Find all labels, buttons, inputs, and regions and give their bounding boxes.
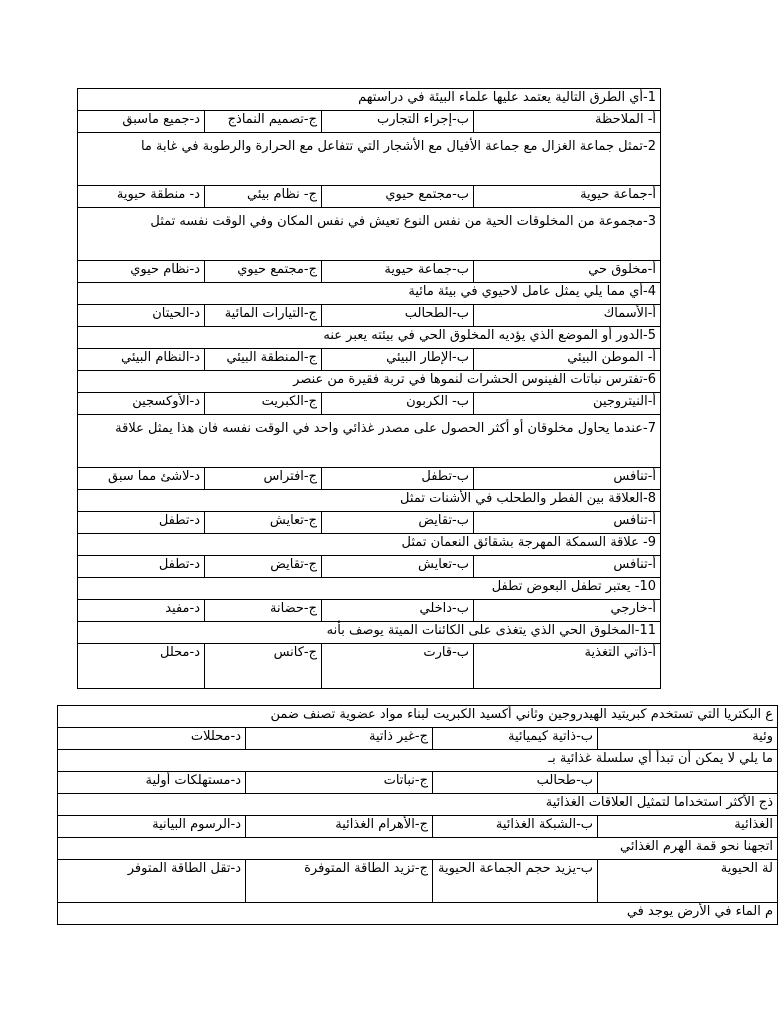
question-text: 5-الدور أو الموضع الذي يؤديه المخلوق الحي في بيئته يعبر عنه — [78, 327, 661, 349]
option-cell: أ-جماعة حيوية — [474, 186, 661, 208]
option-cell: ج- نظام بيئي — [205, 186, 322, 208]
options-row — [78, 261, 661, 283]
option-cell: ج-تصميم النماذج — [205, 111, 322, 133]
question-row — [58, 903, 778, 925]
option-cell: د-لاشئ مما سبق — [78, 468, 205, 490]
option-cell: أ- الملاحظة — [474, 111, 661, 133]
option-cell: ب-جماعة حيوية — [322, 261, 474, 283]
option-cell: لة الحيوية — [598, 860, 778, 903]
option-cell: د-الرسوم البيانية — [58, 816, 246, 838]
question-text: 7-عندما يحاول مخلوقان أو أكثر الحصول على مصدر غذائي واحد في الوقت نفسه فان هذا يمثل علاقة — [78, 415, 661, 468]
option-cell: أ-خارجي — [474, 600, 661, 622]
option-cell: ب- الكربون — [322, 393, 474, 415]
options-row — [78, 556, 661, 578]
option-cell: د-الحيتان — [78, 305, 205, 327]
question-row — [78, 490, 661, 512]
question-row — [78, 327, 661, 349]
option-cell: ج-غير ذاتية — [246, 728, 433, 750]
option-cell: ب-تقايض — [322, 512, 474, 534]
options-row — [58, 816, 778, 838]
option-cell: ب-الطحالب — [322, 305, 474, 327]
option-cell: ج-تزيد الطاقة المتوفرة — [246, 860, 433, 903]
option-cell: ب-تطفل — [322, 468, 474, 490]
option-cell: د-الأوكسجين — [78, 393, 205, 415]
options-row — [78, 186, 661, 208]
option-cell: د-نظام حيوي — [78, 261, 205, 283]
option-cell: الغذائية — [598, 816, 778, 838]
question-text: 10- يعتبر تطفل البعوض تطفل — [78, 578, 661, 600]
option-cell: أ-مخلوق حي — [474, 261, 661, 283]
question-text: 9- علاقة السمكة المهرجة بشقائق النعمان تمثل — [78, 534, 661, 556]
options-row — [78, 305, 661, 327]
option-cell: أ-الأسماك — [474, 305, 661, 327]
question-text: 3-مجموعة من المخلوقات الحية من نفس النوع تعيش في نفس المكان وفي الوقت نفسه تمثل — [78, 208, 661, 261]
option-cell: ب-مجتمع حيوي — [322, 186, 474, 208]
option-cell: د-محلل — [78, 644, 205, 689]
option-cell: ج-افتراس — [205, 468, 322, 490]
option-cell: ج-التيارات المائية — [205, 305, 322, 327]
option-cell: د-تقل الطاقة المتوفر — [58, 860, 246, 903]
question-text: 2-تمثل جماعة الغزال مع جماعة الأفيال مع الأشجار التي تتفاعل مع الحرارة والرطوبة في غابة ما — [78, 133, 661, 186]
question-row — [78, 283, 661, 305]
options-row — [78, 600, 661, 622]
question-row — [58, 838, 778, 860]
question-row — [78, 133, 661, 186]
question-row — [78, 622, 661, 644]
question-text: ع البكتريا التي تستخدم كبريتيد الهيدروجين وثاني أكسيد الكبريت لبناء مواد عضوية تصنف ضمن — [58, 706, 778, 728]
question-row — [78, 578, 661, 600]
options-row — [78, 393, 661, 415]
options-row — [78, 111, 661, 133]
option-cell: ج-المنطقة البيئي — [205, 349, 322, 371]
option-cell: ب-ذاتية كيميائية — [433, 728, 598, 750]
option-cell: ب-الشبكة الغذائية — [433, 816, 598, 838]
option-cell: ج-الكبريت — [205, 393, 322, 415]
option-cell: د-تطفل — [78, 512, 205, 534]
option-cell: ب-طحالب — [433, 772, 598, 794]
option-cell: ب-إجراء التجارب — [322, 111, 474, 133]
question-row — [58, 794, 778, 816]
option-cell — [598, 772, 778, 794]
option-cell: ج-نباتات — [246, 772, 433, 794]
question-text: 1-أي الطرق التالية يعتمد عليها علماء البيئة في دراستهم — [78, 89, 661, 111]
option-cell: د-جميع ماسبق — [78, 111, 205, 133]
question-row — [78, 415, 661, 468]
options-row — [58, 772, 778, 794]
option-cell: د- منطقة حيوية — [78, 186, 205, 208]
question-row — [78, 89, 661, 111]
question-text: م الماء في الأرض يوجد في — [58, 903, 778, 925]
question-text: 4-أي مما يلي يمثل عامل لاحيوي في بيئة مائية — [78, 283, 661, 305]
question-row — [78, 534, 661, 556]
question-text: 11-المخلوق الحي الذي يتغذى على الكائنات الميتة يوصف بأنه — [78, 622, 661, 644]
question-text: 6-تفترس نباتات الفينوس الحشرات لنموها في تربة فقيرة من عنصر — [78, 371, 661, 393]
option-cell: ب-تعايش — [322, 556, 474, 578]
option-cell: أ-ذاتي التغذية — [474, 644, 661, 689]
option-cell: وئية — [598, 728, 778, 750]
question-text: 8-العلاقة بين الفطر والطحلب في الأشنات تمثل — [78, 490, 661, 512]
option-cell: ج-مجتمع حيوي — [205, 261, 322, 283]
option-cell: د-محللات — [58, 728, 246, 750]
option-cell: أ-تنافس — [474, 556, 661, 578]
question-row — [78, 208, 661, 261]
option-cell: ج-تقايض — [205, 556, 322, 578]
question-row — [78, 371, 661, 393]
options-row — [58, 728, 778, 750]
options-row — [78, 468, 661, 490]
option-cell: ج-تعايش — [205, 512, 322, 534]
question-row — [58, 750, 778, 772]
option-cell: أ-تنافس — [474, 512, 661, 534]
option-cell: أ- الموطن البيئي — [474, 349, 661, 371]
option-cell: ج-حضانة — [205, 600, 322, 622]
question-text: اتجهنا نحو قمة الهرم الغذائي — [58, 838, 778, 860]
options-row — [78, 644, 661, 689]
question-row — [58, 706, 778, 728]
question-text: ذج الأكثر استخداما لتمثيل العلاقات الغذائية — [58, 794, 778, 816]
option-cell: ب-يزيد حجم الجماعة الحيوية — [433, 860, 598, 903]
questions-table-2 — [57, 705, 778, 925]
options-row — [78, 512, 661, 534]
option-cell: ب-داخلي — [322, 600, 474, 622]
option-cell: د-مستهلكات أولية — [58, 772, 246, 794]
question-text: ما يلي لا يمكن أن تبدأ أي سلسلة غذائية بـ — [58, 750, 778, 772]
questions-table-1 — [77, 88, 661, 689]
option-cell: ج-كانس — [205, 644, 322, 689]
option-cell: أ-تنافس — [474, 468, 661, 490]
option-cell: ب-الإطار البيئي — [322, 349, 474, 371]
option-cell: د-النظام البيئي — [78, 349, 205, 371]
option-cell: د-مفيد — [78, 600, 205, 622]
options-row — [78, 349, 661, 371]
option-cell: ب-قارت — [322, 644, 474, 689]
option-cell: ج-الأهرام الغذائية — [246, 816, 433, 838]
option-cell: أ-النيتروجين — [474, 393, 661, 415]
option-cell: د-تطفل — [78, 556, 205, 578]
options-row — [58, 860, 778, 903]
